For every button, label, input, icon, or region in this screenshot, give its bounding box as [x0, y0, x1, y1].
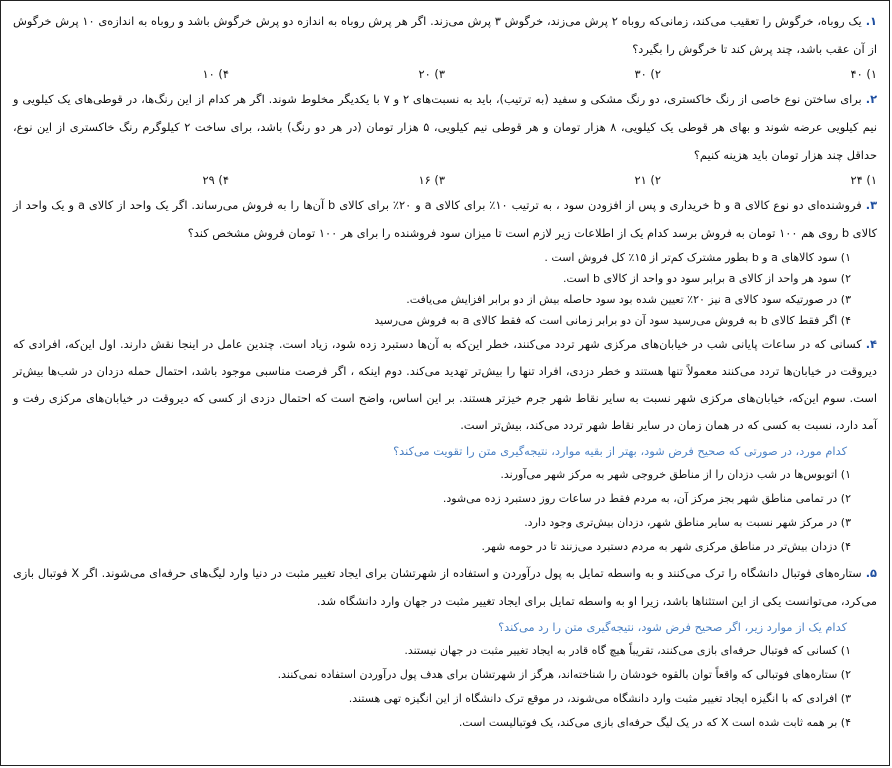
question-2 [13, 85, 877, 191]
option-2[interactable]: ۲) سود هر واحد از کالای a برابر سود دو واحد از کالای b است. [562, 272, 851, 285]
choice-2[interactable]: ۲) ۲۱ [634, 173, 661, 187]
question-number: ۲. [865, 92, 878, 106]
choice-4[interactable]: ۴) ۱۰ [202, 67, 229, 81]
option-4[interactable]: ۴) دزدان بیش‌تر در مناطق مرکزی شهر به مردم دستبرد می‌زنند تا در حومه شهر. [481, 540, 851, 553]
question-3-text: ۳.فروشنده‌ای دو نوع کالای a و b خریداری و پس از افزودن سود ، به ترتیب ۱۰٪ برای کالای a و ۲۰٪ برای کالای b آن‌ها را به فروش می‌رساند. اگر یک واحد از کالای a و یک واحد از کالای b روی هم ۱۰۰ تومان به فروش برسد کدام یک از اطلاعات زیر لازم است تا میزان سود فروشنده را برای هر ۱۰۰ تومان فروش مشخص کند؟ [13, 198, 878, 240]
question-5 [13, 559, 877, 735]
question-3-options [13, 247, 877, 331]
option-1[interactable]: ۱) کسانی که فوتبال حرفه‌ای بازی می‌کنند، تقریباً هیچ گاه قادر به ایجاد تغییر مثبت در جهان نیستند. [404, 644, 851, 657]
question-4-text: ۴.کسانی که در ساعات پایانی شب در خیابان‌های مرکزی شهر تردد می‌کنند، خطر این‌که به آن‌ها دستبرد زده شود، زیاد است. چندین عامل در اینجا نقش دارند. اول این‌که، افرادی که دیروقت در خیابان‌ها تردد می‌کنند معمولاً تنها هستند و خطر دزدی، افراد تنها را بیش‌تر تهدید می‌کند. دوم اینکه ، اگر فرصت مناسبی موجود باشد، احتمال حمله دزدان در شب‌ها بیش‌تر است. سوم این‌که، خیابان‌های مرکزی شهر نسبت به سایر نقاط شهر جرم خیزتر هستند. بر این اساس، واضح است که احتمال دزدی از کسی که دیروقت در خیابان‌های مرکزی رفت و آمد دارد، نسبت به کسی که در همان زمان در سایر نقاط شهر تردد می‌کند، بیش‌تر است. [13, 337, 877, 432]
option-2[interactable]: ۲) در تمامی مناطق شهر بجز مرکز آن، به مردم فقط در ساعات روز دستبرد زده می‌شود. [442, 492, 851, 505]
choice-1[interactable]: ۱) ۲۴ [850, 173, 877, 187]
question-1 [13, 7, 877, 85]
question-2-choices [13, 169, 877, 191]
choice-3[interactable]: ۳) ۲۰ [418, 67, 445, 81]
question-number: ۵. [865, 566, 877, 580]
question-5-prompt: کدام یک از موارد زیر، اگر صحیح فرض شود، نتیجه‌گیری متن را رد می‌کند؟ [498, 620, 847, 634]
question-1-text: ۱.یک روباه، خرگوش را تعقیب می‌کند، زمانی‌که روباه ۲ پرش می‌زند، خرگوش ۳ پرش می‌زند. اگر هر پرش روباه به اندازه دو پرش خرگوش باشد و روباه به اندازه‌ی ۱۰ پرش خرگوش از آن عقب باشد، چند پرش کند تا خرگوش را بگیرد؟ [13, 14, 877, 56]
question-number: ۴. [865, 337, 877, 351]
choice-2[interactable]: ۲) ۳۰ [634, 67, 661, 81]
question-3 [13, 191, 877, 331]
question-number: ۱. [865, 14, 877, 28]
choice-1[interactable]: ۱) ۴۰ [850, 67, 877, 81]
question-5-text: ۵.ستاره‌های فوتبال دانشگاه را ترک می‌کنند و به واسطه تمایل به پول درآوردن و استفاده از شهرتشان برای ایجاد تغییر مثبت در دنیا وارد لیگ‌های حرفه‌ای می‌شوند. اگر X فوتبال بازی می‌کرد، می‌توانست یکی از این استثناها باشد، زیرا او به واسطه تمایل برای ایجاد تغییر مثبت در جهان وارد دانشگاه شد. [13, 566, 877, 608]
question-2-text: ۲.برای ساختن نوع خاصی از رنگ خاکستری، دو رنگ مشکی و سفید (به ترتیب)، باید به نسبت‌های ۲ و ۷ با یکدیگر مخلوط شوند. اگر هر کدام از این رنگ‌ها، در قوطی‌های یک کیلویی و نیم کیلویی عرضه شوند و بهای هر قوطی یک کیلویی، ۸ هزار تومان و هر قوطی نیم کیلویی، ۵ هزار تومان (در هر دو رنگ) باشد، برای ساخت ۲ کیلوگرم رنگ خاکستری از این نوع، حداقل چند هزار تومان باید هزینه کنیم؟ [13, 92, 878, 162]
option-2[interactable]: ۲) ستاره‌های فوتبالی که واقعاً توان بالقوه خودشان را شناخته‌اند، هرگز از شهرتشان برای هدف پول درآوردن استفاده نمی‌کنند. [277, 668, 851, 681]
choice-4[interactable]: ۴) ۲۹ [202, 173, 229, 187]
question-4 [13, 331, 877, 559]
option-3[interactable]: ۳) در مرکز شهر نسبت به سایر مناطق شهر، دزدان بیش‌تری وجود دارد. [524, 516, 851, 529]
option-3[interactable]: ۳) در صورتیکه سود کالای a نیز ۲۰٪ تعیین شده بود سود حاصله بیش از دو برابر افزایش می‌یافت. [406, 293, 851, 306]
option-1[interactable]: ۱) اتوبوس‌ها در شب دزدان را از مناطق خروجی شهر به مرکز شهر می‌آورند. [500, 468, 851, 481]
question-5-options [13, 639, 877, 735]
question-number: ۳. [865, 198, 878, 212]
option-3[interactable]: ۳) افرادی که با انگیزه ایجاد تغییر مثبت وارد دانشگاه می‌شوند، در موقع ترک دانشگاه از این انگیزه تهی هستند. [348, 692, 851, 705]
question-4-prompt: کدام مورد، در صورتی که صحیح فرض شود، بهتر از بقیه موارد، نتیجه‌گیری متن را تقویت می‌کند؟ [393, 444, 847, 458]
question-1-choices [13, 63, 877, 85]
option-1[interactable]: ۱) سود کالاهای a و b بطور مشترک کم‌تر از ۱۵٪ کل فروش است . [544, 251, 851, 264]
option-4[interactable]: ۴) اگر فقط کالای b به فروش می‌رسید سود آن دو برابر زمانی است که فقط کالای a به فروش می‌رسید [374, 314, 851, 327]
option-4[interactable]: ۴) بر همه ثابت شده است X که در یک لیگ حرفه‌ای بازی می‌کند، یک فوتبالیست است. [458, 716, 851, 729]
question-4-options [13, 463, 877, 559]
choice-3[interactable]: ۳) ۱۶ [418, 173, 445, 187]
